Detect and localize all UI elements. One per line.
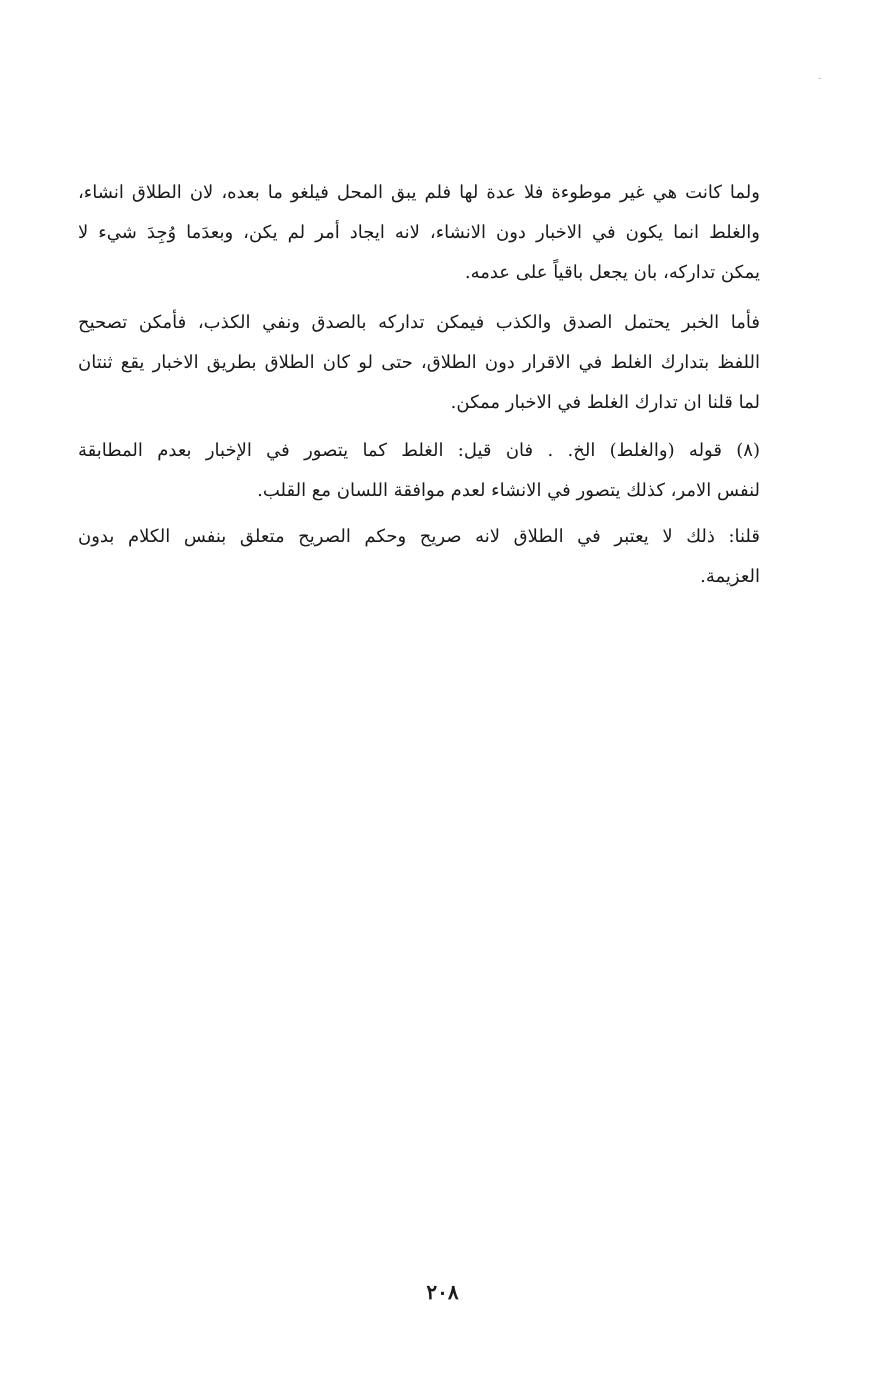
paragraph-3-line-1: (٨) قوله (والغلط) الخ. . فان قيل: الغلط كما يتصور في الإخبار بعدم المطابقة — [78, 440, 760, 461]
scan-mark — [818, 78, 821, 79]
paragraph-1 — [78, 173, 760, 293]
page-number: ٢٠٨ — [426, 1280, 459, 1304]
paragraph-4-line-1: قلنا: ذلك لا يعتبر في الطلاق لانه صريح وحكم الصريح متعلق بنفس الكلام بدون — [78, 526, 760, 547]
paragraph-2-line-2: اللفظ بتدارك الغلط في الاقرار دون الطلاق، حتى لو كان الطلاق بطريق الاخبار يقع ثنتان — [78, 352, 760, 373]
paragraph-2 — [78, 303, 760, 423]
paragraph-3 — [78, 431, 760, 511]
paragraph-1-line-1: ولما كانت هي غير موطوءة فلا عدة لها فلم يبق المحل فيلغو ما بعده، لان الطلاق انشاء، — [78, 182, 760, 203]
paragraph-2-line-1: فأما الخبر يحتمل الصدق والكذب فيمكن تداركه بالصدق ونفي الكذب، فأمكن تصحيح — [78, 312, 760, 333]
body-text — [78, 173, 760, 597]
paragraph-1-line-3: يمكن تداركه، بان يجعل باقياً على عدمه. — [464, 262, 760, 283]
paragraph-4-line-2: العزيمة. — [700, 566, 760, 587]
paragraph-4 — [78, 517, 760, 597]
paragraph-1-line-2: والغلط انما يكون في الاخبار دون الانشاء، لانه ايجاد أمر لم يكن، وبعدَما وُجِدَ شيء لا — [78, 222, 760, 243]
paragraph-3-line-2: لنفس الامر، كذلك يتصور في الانشاء لعدم موافقة اللسان مع القلب. — [257, 480, 760, 501]
paragraph-2-line-3: لما قلنا ان تدارك الغلط في الاخبار ممكن. — [450, 392, 760, 413]
